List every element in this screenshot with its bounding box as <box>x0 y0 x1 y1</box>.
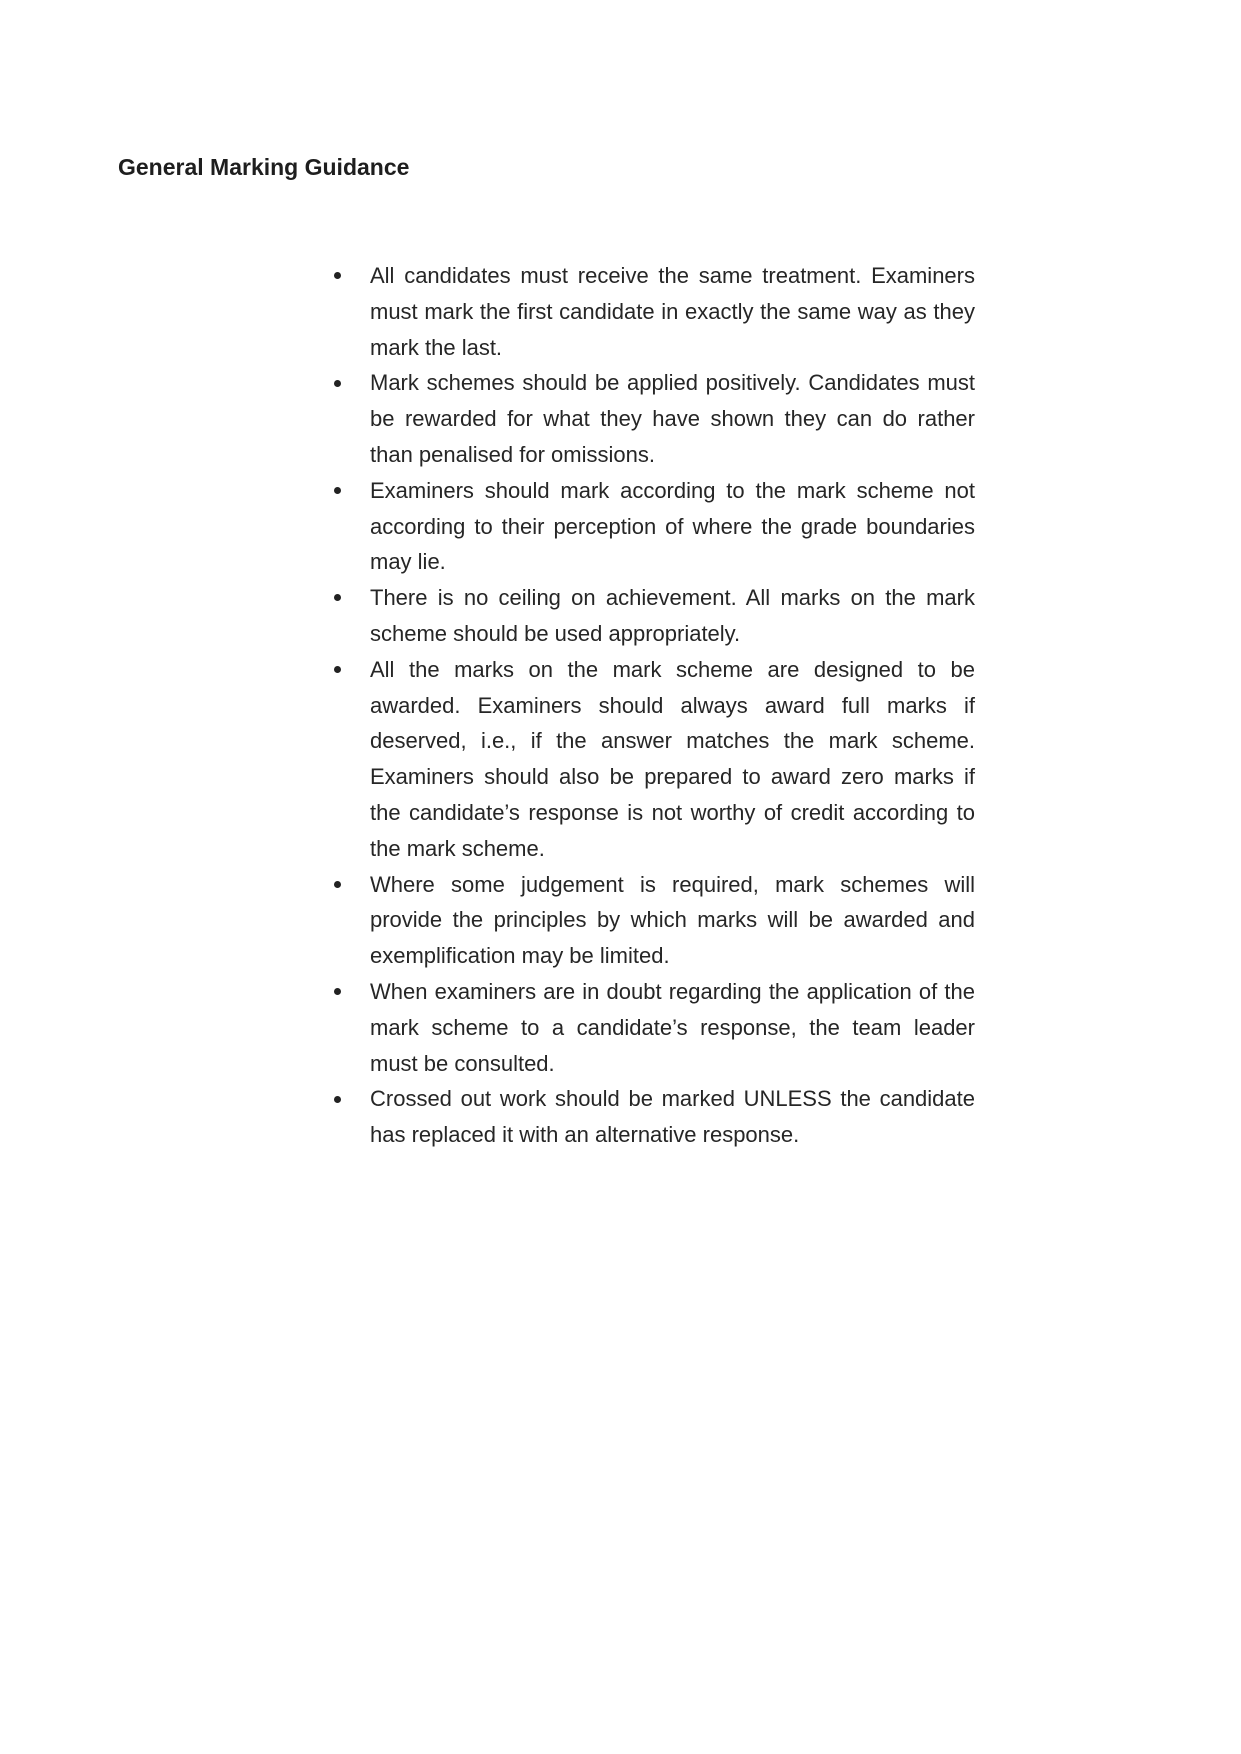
bullet-icon <box>334 974 370 1010</box>
bullet-icon <box>334 580 370 616</box>
list-item <box>334 365 975 472</box>
bullet-icon <box>334 473 370 509</box>
list-item <box>334 1081 975 1153</box>
list-item-text: Examiners should mark according to the mark scheme not according to their perception of where the grade boundaries may lie. <box>370 477 975 575</box>
bullet-icon <box>334 867 370 903</box>
list-item <box>334 580 975 652</box>
page-title: General Marking Guidance <box>118 154 410 180</box>
bullet-icon <box>334 258 370 294</box>
list-item-text: Where some judgement is required, mark schemes will provide the principles by which marks will be awarded and exemplification may be limited. <box>370 871 975 969</box>
list-item <box>334 974 975 1081</box>
list-item <box>334 652 975 867</box>
list-item <box>334 473 975 580</box>
list-item-text: Mark schemes should be applied positively. Candidates must be rewarded for what they have shown they can do rather than penalised for omissions. <box>370 370 975 467</box>
list-item-text: When examiners are in doubt regarding the application of the mark scheme to a candidate’s response, the team leader must be consulted. <box>370 978 975 1076</box>
bullet-icon <box>334 1081 370 1117</box>
bullet-icon <box>334 365 370 401</box>
bullet-icon <box>334 652 370 688</box>
list-item-text: There is no ceiling on achievement. All marks on the mark scheme should be used appropriately. <box>370 585 975 646</box>
list-item-text: All the marks on the mark scheme are designed to be awarded. Examiners should always award full marks if deserved, i.e., if the answer matches the mark scheme. Examiners should also be prepared to award zero marks if the candidate’s response is not worthy of credit according to the mark scheme. <box>370 656 975 861</box>
list-item-text: All candidates must receive the same treatment. Examiners must mark the first candidate in exactly the same way as they mark the last. <box>370 263 975 360</box>
list-item <box>334 258 975 365</box>
guidance-list <box>334 258 975 1153</box>
list-item <box>334 867 975 974</box>
list-item-text: Crossed out work should be marked UNLESS the candidate has replaced it with an alternative response. <box>370 1086 975 1148</box>
